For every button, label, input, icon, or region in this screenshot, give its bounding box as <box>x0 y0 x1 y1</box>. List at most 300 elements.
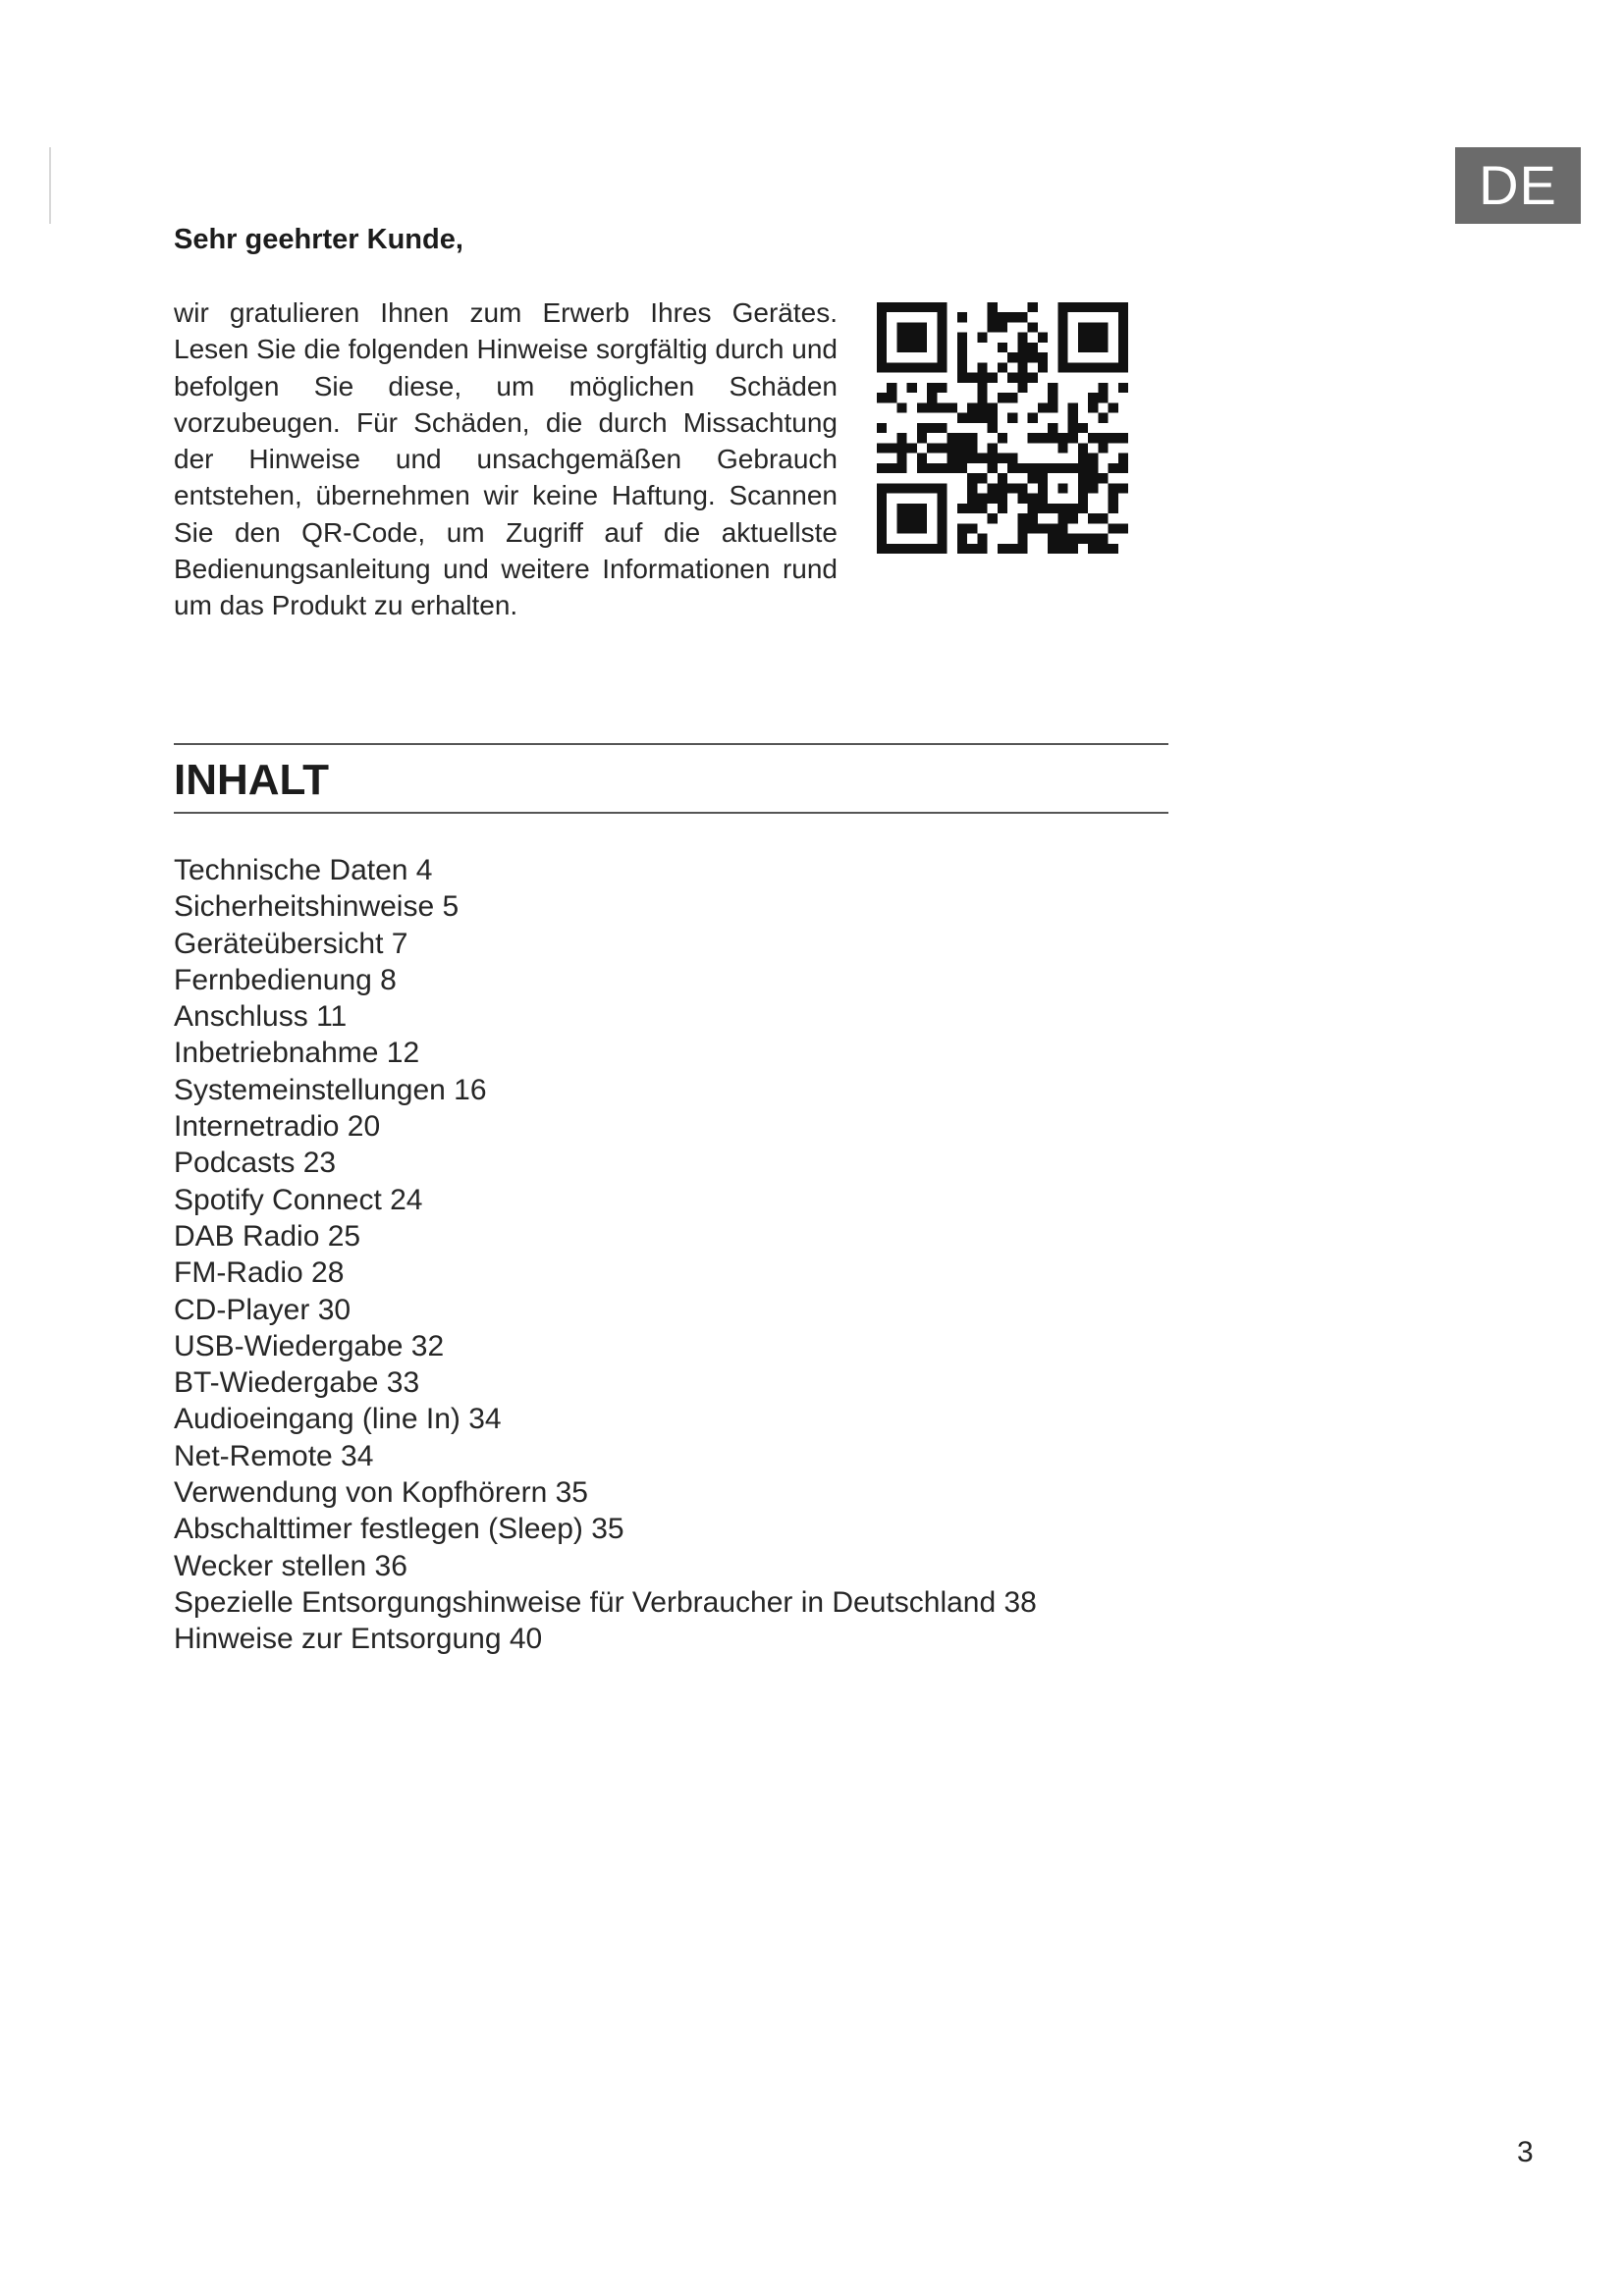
qr-module <box>1028 513 1038 523</box>
qr-module <box>967 413 977 423</box>
qr-module <box>1098 433 1108 443</box>
qr-module <box>1038 402 1048 412</box>
qr-module <box>1098 443 1108 453</box>
qr-module <box>896 463 906 473</box>
qr-module <box>1057 333 1067 343</box>
qr-module <box>1098 383 1108 393</box>
qr-module <box>877 523 887 533</box>
qr-module <box>967 373 977 383</box>
qr-module <box>1109 433 1118 443</box>
qr-module <box>896 483 906 493</box>
qr-module <box>1098 333 1108 343</box>
qr-module <box>907 504 917 513</box>
qr-module <box>1038 483 1048 493</box>
qr-module <box>988 312 998 322</box>
qr-module <box>1098 322 1108 332</box>
toc-entry[interactable]: Technische Daten 4 <box>174 854 433 886</box>
qr-module <box>1078 322 1088 332</box>
qr-module <box>877 534 887 544</box>
qr-module <box>977 504 987 513</box>
qr-module <box>988 402 998 412</box>
qr-module <box>917 302 927 312</box>
qr-module <box>967 443 977 453</box>
qr-module <box>1078 463 1088 473</box>
qr-module <box>1088 333 1098 343</box>
qr-module <box>977 373 987 383</box>
qr-module <box>957 312 967 322</box>
qr-module <box>998 454 1007 463</box>
toc-entry[interactable]: FM-Radio 28 <box>174 1256 345 1290</box>
qr-module <box>977 402 987 412</box>
qr-module <box>1057 322 1067 332</box>
intro-paragraph: wir gratulieren Ihnen zum Erwerb Ihres Gerätes. Lesen Sie die folgenden Hinweise sorgfältig durch und befolgen Sie diese, um möglichen Schäden vorzubeugen. Für Schäden, die durch Missachtung der Hinweise und unsachgemäßen Gebrauch entstehen, übernehmen wir keine Haftung. Scannen Sie den QR-Code, um Zugriff auf die aktuellste Bedienungsanleitung und weitere Informationen rund um das Produkt zu erhalten. <box>174 297 838 621</box>
qr-module <box>1088 483 1098 493</box>
qr-module <box>977 393 987 402</box>
qr-module <box>1038 352 1048 362</box>
qr-module <box>937 383 947 393</box>
qr-module <box>1068 544 1078 554</box>
qr-module <box>1057 302 1067 312</box>
toc-title: INHALT <box>174 756 330 804</box>
qr-module <box>937 534 947 544</box>
qr-module <box>937 302 947 312</box>
qr-module <box>957 413 967 423</box>
qr-module <box>896 362 906 372</box>
qr-module <box>1007 352 1017 362</box>
qr-module <box>1017 483 1027 493</box>
qr-module <box>1088 322 1098 332</box>
qr-module <box>977 413 987 423</box>
qr-module <box>877 504 887 513</box>
qr-module <box>957 504 967 513</box>
qr-module <box>967 433 977 443</box>
qr-module <box>1068 513 1078 523</box>
qr-module <box>967 473 977 483</box>
qr-module <box>937 504 947 513</box>
qr-module <box>937 523 947 533</box>
qr-module <box>1109 362 1118 372</box>
qr-module <box>1017 333 1027 343</box>
qr-module <box>988 413 998 423</box>
qr-module <box>877 352 887 362</box>
qr-module <box>1007 373 1017 383</box>
qr-module <box>967 402 977 412</box>
qr-module <box>887 362 896 372</box>
qr-module <box>1007 544 1017 554</box>
qr-module <box>1098 473 1108 483</box>
qr-module <box>1118 383 1128 393</box>
qr-module <box>1118 523 1128 533</box>
qr-module <box>927 362 937 372</box>
toc-entry[interactable]: Wecker stellen 36 <box>174 1549 407 1582</box>
qr-module <box>1048 393 1057 402</box>
qr-module <box>1078 443 1088 453</box>
qr-module <box>1118 362 1128 372</box>
qr-module <box>917 523 927 533</box>
toc-rule-bottom <box>174 812 1168 814</box>
toc-entry[interactable]: CD-Player 30 <box>174 1293 352 1326</box>
qr-module <box>977 454 987 463</box>
qr-module <box>1078 362 1088 372</box>
qr-module <box>988 302 998 312</box>
qr-module <box>988 463 998 473</box>
qr-module <box>937 443 947 453</box>
qr-module <box>896 402 906 412</box>
qr-module <box>907 443 917 453</box>
qr-module <box>1038 473 1048 483</box>
qr-module <box>998 393 1007 402</box>
qr-module <box>1068 433 1078 443</box>
qr-module <box>927 544 937 554</box>
qr-module <box>988 513 998 523</box>
qr-module <box>1007 483 1017 493</box>
qr-module <box>896 504 906 513</box>
qr-module <box>967 504 977 513</box>
qr-module <box>877 322 887 332</box>
qr-module <box>1088 513 1098 523</box>
qr-module <box>1057 352 1067 362</box>
qr-module <box>887 393 896 402</box>
toc-entry[interactable]: Internetradio 20 <box>174 1110 381 1144</box>
qr-module <box>907 362 917 372</box>
toc-entry[interactable]: USB-Wiedergabe 32 <box>174 1329 445 1362</box>
toc-entry[interactable]: Podcasts 23 <box>174 1147 337 1180</box>
qr-module <box>1088 534 1098 544</box>
qr-module <box>957 534 967 544</box>
qr-module <box>907 523 917 533</box>
qr-module <box>927 463 937 473</box>
qr-module <box>988 494 998 504</box>
qr-module <box>1048 534 1057 544</box>
qr-module <box>977 544 987 554</box>
qr-module <box>1048 383 1057 393</box>
qr-module <box>877 513 887 523</box>
qr-module <box>1088 473 1098 483</box>
qr-module <box>1057 523 1067 533</box>
qr-module <box>1048 504 1057 513</box>
qr-module <box>877 343 887 352</box>
qr-module <box>887 443 896 453</box>
qr-module <box>917 322 927 332</box>
qr-module <box>957 352 967 362</box>
qr-module <box>896 322 906 332</box>
qr-module <box>1078 302 1088 312</box>
qr-module <box>907 322 917 332</box>
qr-module <box>1118 463 1128 473</box>
qr-module <box>1118 343 1128 352</box>
qr-module <box>1057 343 1067 352</box>
qr-module <box>1028 373 1038 383</box>
qr-module <box>998 343 1007 352</box>
qr-module <box>1017 312 1027 322</box>
qr-module <box>927 443 937 453</box>
qr-module <box>1038 463 1048 473</box>
qr-module <box>1048 544 1057 554</box>
qr-module <box>977 383 987 393</box>
qr-module <box>937 333 947 343</box>
qr-module <box>877 312 887 322</box>
qr-module <box>957 523 967 533</box>
qr-module <box>1109 494 1118 504</box>
qr-module <box>1078 534 1088 544</box>
qr-module <box>977 333 987 343</box>
qr-module <box>937 494 947 504</box>
qr-module <box>998 312 1007 322</box>
qr-module <box>927 383 937 393</box>
qr-module <box>917 433 927 443</box>
qr-module <box>998 504 1007 513</box>
qr-module <box>1028 433 1038 443</box>
qr-module <box>907 302 917 312</box>
qr-module <box>1109 544 1118 554</box>
qr-module <box>957 433 967 443</box>
qr-module <box>1007 463 1017 473</box>
toc-entry[interactable]: Hinweise zur Entsorgung 40 <box>174 1623 543 1656</box>
qr-module <box>917 423 927 433</box>
toc-entry[interactable]: DAB Radio 25 <box>174 1219 361 1253</box>
toc-entry[interactable]: Abschalttimer festlegen (Sleep) 35 <box>174 1513 624 1546</box>
qr-module <box>1098 362 1108 372</box>
qr-module <box>1028 322 1038 332</box>
qr-module <box>937 423 947 433</box>
qr-module <box>877 423 887 433</box>
qr-module <box>917 463 927 473</box>
qr-module <box>877 494 887 504</box>
toc-entry[interactable]: Geräteübersicht 7 <box>174 927 408 960</box>
qr-module <box>1109 504 1118 513</box>
qr-module <box>877 393 887 402</box>
qr-module <box>1088 544 1098 554</box>
qr-module <box>1078 494 1088 504</box>
qr-module <box>998 473 1007 483</box>
qr-module <box>1028 523 1038 533</box>
qr-module <box>1118 483 1128 493</box>
qr-module <box>1048 433 1057 443</box>
qr-module <box>957 333 967 343</box>
qr-module <box>896 513 906 523</box>
qr-module <box>947 463 957 473</box>
qr-module <box>1098 343 1108 352</box>
qr-module <box>1017 544 1027 554</box>
toc-entry[interactable]: BT-Wiedergabe 33 <box>174 1366 420 1400</box>
qr-module <box>887 544 896 554</box>
qr-module <box>977 494 987 504</box>
qr-module <box>1088 463 1098 473</box>
qr-module <box>917 513 927 523</box>
qr-module <box>937 322 947 332</box>
qr-module <box>907 544 917 554</box>
qr-module <box>1118 312 1128 322</box>
qr-module <box>896 343 906 352</box>
toc-entry[interactable]: Anschluss 11 <box>174 1000 348 1034</box>
qr-module <box>887 302 896 312</box>
qr-module <box>967 523 977 533</box>
qr-module <box>1109 463 1118 473</box>
qr-module <box>1028 302 1038 312</box>
qr-module <box>1057 362 1067 372</box>
qr-module <box>917 402 927 412</box>
qr-module <box>988 322 998 332</box>
qr-module <box>1068 423 1078 433</box>
qr-module <box>907 513 917 523</box>
qr-module <box>1057 433 1067 443</box>
qr-module <box>937 544 947 554</box>
qr-module <box>877 302 887 312</box>
qr-module <box>1078 423 1088 433</box>
qr-module <box>1098 413 1108 423</box>
qr-module <box>1098 534 1108 544</box>
qr-module <box>1078 333 1088 343</box>
qr-module <box>1088 302 1098 312</box>
qr-module <box>947 433 957 443</box>
toc-entry[interactable]: Systemeinstellungen 16 <box>174 1073 487 1106</box>
toc-rule-top <box>174 743 1168 745</box>
qr-module <box>917 362 927 372</box>
qr-module <box>967 454 977 463</box>
qr-module <box>1048 523 1057 533</box>
qr-module <box>1109 483 1118 493</box>
qr-module <box>927 402 937 412</box>
qr-module <box>1068 504 1078 513</box>
qr-module <box>1078 343 1088 352</box>
qr-module <box>998 483 1007 493</box>
qr-module <box>1068 302 1078 312</box>
qr-module <box>998 362 1007 372</box>
qr-module <box>1068 402 1078 412</box>
qr-module <box>1088 402 1098 412</box>
qr-module <box>1088 362 1098 372</box>
qr-module <box>937 513 947 523</box>
qr-module <box>1078 504 1088 513</box>
qr-module <box>1028 343 1038 352</box>
qr-module <box>1017 343 1027 352</box>
qr-module <box>1007 454 1017 463</box>
qr-module <box>1057 513 1067 523</box>
qr-module <box>1017 352 1027 362</box>
qr-module <box>1057 443 1067 453</box>
qr-module <box>998 322 1007 332</box>
qr-module <box>896 544 906 554</box>
qr-module <box>947 443 957 453</box>
qr-module <box>1028 504 1038 513</box>
qr-module <box>967 544 977 554</box>
qr-module <box>1057 483 1067 493</box>
qr-module <box>896 433 906 443</box>
qr-module <box>1078 483 1088 493</box>
qr-module <box>988 454 998 463</box>
qr-module <box>1068 413 1078 423</box>
qr-module <box>917 333 927 343</box>
qr-module <box>1017 362 1027 372</box>
qr-module <box>1028 413 1038 423</box>
qr-module <box>957 362 967 372</box>
qr-module <box>877 463 887 473</box>
qr-module <box>937 402 947 412</box>
qr-module <box>917 454 927 463</box>
qr-module <box>937 463 947 473</box>
toc-entry[interactable]: Fernbedienung 8 <box>174 963 397 996</box>
qr-module <box>947 454 957 463</box>
qr-module <box>1098 513 1108 523</box>
qr-module <box>1057 312 1067 322</box>
qr-module <box>1098 544 1108 554</box>
qr-module <box>1109 402 1118 412</box>
toc-entry[interactable]: Spotify Connect 24 <box>174 1183 423 1216</box>
qr-module <box>1078 454 1088 463</box>
qr-module <box>957 343 967 352</box>
qr-module <box>1017 373 1027 383</box>
qr-module <box>1038 504 1048 513</box>
qr-module <box>957 373 967 383</box>
qr-module <box>927 483 937 493</box>
qr-module <box>1118 333 1128 343</box>
qr-module <box>988 483 998 493</box>
qr-module <box>998 544 1007 554</box>
qr-module <box>1017 513 1027 523</box>
qr-module <box>998 433 1007 443</box>
qr-module <box>877 483 887 493</box>
qr-module <box>957 454 967 463</box>
qr-module <box>887 463 896 473</box>
qr-module <box>1118 433 1128 443</box>
toc-entry[interactable]: Net-Remote 34 <box>174 1439 374 1472</box>
qr-module <box>917 483 927 493</box>
qr-module <box>998 494 1007 504</box>
qr-module <box>877 333 887 343</box>
qr-module <box>937 483 947 493</box>
qr-module <box>1038 333 1048 343</box>
qr-module <box>1098 302 1108 312</box>
qr-module <box>1038 494 1048 504</box>
qr-module <box>1118 352 1128 362</box>
qr-module <box>877 443 887 453</box>
qr-module <box>1118 322 1128 332</box>
qr-module <box>896 443 906 453</box>
qr-module <box>1088 393 1098 402</box>
toc-entry[interactable]: Sicherheitshinweise 5 <box>174 890 460 924</box>
qr-module <box>896 302 906 312</box>
qr-module <box>1017 383 1027 393</box>
table-of-contents <box>174 852 1037 1658</box>
qr-module <box>887 483 896 493</box>
toc-entry[interactable]: Spezielle Entsorgungshinweise für Verbraucher in Deutschland 38 <box>174 1585 1037 1619</box>
qr-module <box>1017 534 1027 544</box>
qr-module <box>977 473 987 483</box>
toc-entry[interactable]: Inbetriebnahme 12 <box>174 1037 420 1070</box>
qr-module <box>896 333 906 343</box>
qr-module <box>1068 534 1078 544</box>
qr-module <box>967 494 977 504</box>
language-tab: DE <box>1455 147 1581 224</box>
qr-module <box>927 302 937 312</box>
qr-module <box>877 544 887 554</box>
qr-module <box>1007 393 1017 402</box>
qr-module <box>977 534 987 544</box>
qr-module <box>1048 463 1057 473</box>
qr-module <box>887 383 896 393</box>
qr-module <box>1068 362 1078 372</box>
qr-module <box>1028 473 1038 483</box>
toc-entry[interactable]: Audioeingang (line In) 34 <box>174 1403 502 1436</box>
qr-module <box>1057 534 1067 544</box>
toc-entry[interactable]: Verwendung von Kopfhörern 35 <box>174 1476 588 1510</box>
qr-module <box>1088 454 1098 463</box>
qr-module <box>896 454 906 463</box>
qr-module <box>937 352 947 362</box>
qr-module <box>1007 312 1017 322</box>
qr-module <box>937 362 947 372</box>
qr-module <box>907 483 917 493</box>
